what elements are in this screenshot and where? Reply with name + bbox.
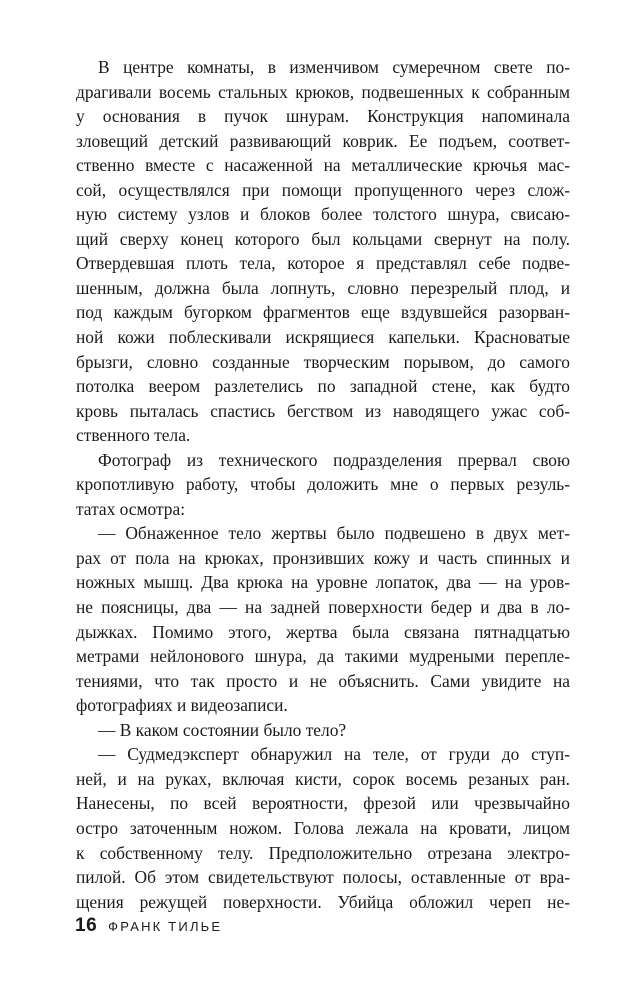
text-line: брызги, словно созданные творческим порывом, до самого [76, 351, 570, 372]
text-line: фотографиях и видеозаписи. [76, 695, 288, 716]
text-line: тениями, что так просто и не объяснить. Сами увидите на [76, 670, 570, 691]
text-line: у основания в пучок шнурам. Конструкция напоминала [76, 106, 570, 127]
text-line: ную систему узлов и блоков более толстого шнура, свисаю- [76, 204, 570, 225]
page-footer [75, 915, 222, 941]
text-line: драгивали восемь стальных крюков, подвешенных к собранным [76, 81, 570, 102]
text-line: Нанесены, по всей вероятности, фрезой или чрезвычайно [76, 793, 570, 814]
text-line: ственного тела. [76, 425, 191, 446]
text-line: татах осмотра: [76, 498, 186, 519]
text-line: под каждым бугорком фрагментов еще вздувшейся разорван- [76, 302, 570, 323]
page-body [76, 55, 570, 945]
text-line: остро заточенным ножом. Голова лежала на кровати, лицом [76, 817, 570, 838]
text-line: метрами нейлонового шнура, да такими мудреными перепле- [76, 646, 570, 667]
text-line: ной кожи поблескивали искрящиеся капельки. Красноватые [76, 327, 570, 348]
text-line: к собственному телу. Предположительно отрезана электро- [76, 842, 570, 863]
text-line: — Судмедэксперт обнаружил на теле, от груди до ступ- [98, 744, 570, 765]
text-line: ней, и на руках, включая кисти, сорок восемь резаных ран. [76, 768, 570, 789]
text-line: потолка веером разлетелись по западной стене, как будто [76, 376, 570, 397]
text-line: — В каком состоянии было тело? [98, 719, 347, 740]
text-line: Отвердевшая плоть тела, которое я представлял себе подве- [76, 253, 570, 274]
text-line: ственно вместе с насаженной на металлические крючья мас- [76, 155, 570, 176]
page-number: 16 [75, 915, 98, 936]
running-head-author: ФРАНК ТИЛЬЕ [108, 919, 223, 934]
text-line: В центре комнаты, в изменчивом сумеречном свете по- [98, 57, 570, 77]
text-line: кровь пыталась спастись бегством из наводящего ужас соб- [76, 400, 570, 421]
text-line: щий сверху конец которого был кольцами свернут на полу. [76, 228, 570, 249]
text-line: — Обнаженное тело жертвы было подвешено в двух мет- [98, 523, 570, 544]
text-line: зловещий детский развивающий коврик. Ее подъем, соответ- [76, 130, 570, 151]
text-line: шенным, должна была лопнуть, словно перезрелый плод, и [76, 277, 570, 298]
text-line: ножных мышц. Два крюка на уровне лопаток, два — на уров- [76, 572, 570, 593]
text-line: кропотливую работу, чтобы доложить мне о первых резуль- [76, 474, 570, 495]
text-line: рах от пола на крюках, пронзивших кожу и часть спинных и [76, 547, 570, 568]
text-line: сой, осуществлялся при помощи пропущенного через слож- [76, 179, 570, 200]
text-line: не поясницы, два — на задней поверхности бедер и два в ло- [76, 597, 570, 618]
text-line: дыжках. Помимо этого, жертва была связана пятнадцатью [76, 621, 570, 642]
text-line: щения режущей поверхности. Убийца обложил череп не- [76, 891, 570, 912]
text-line: пилой. Об этом свидетельствуют полосы, оставленные от вра- [76, 867, 570, 888]
text-line: Фотограф из технического подразделения прервал свою [98, 449, 570, 470]
